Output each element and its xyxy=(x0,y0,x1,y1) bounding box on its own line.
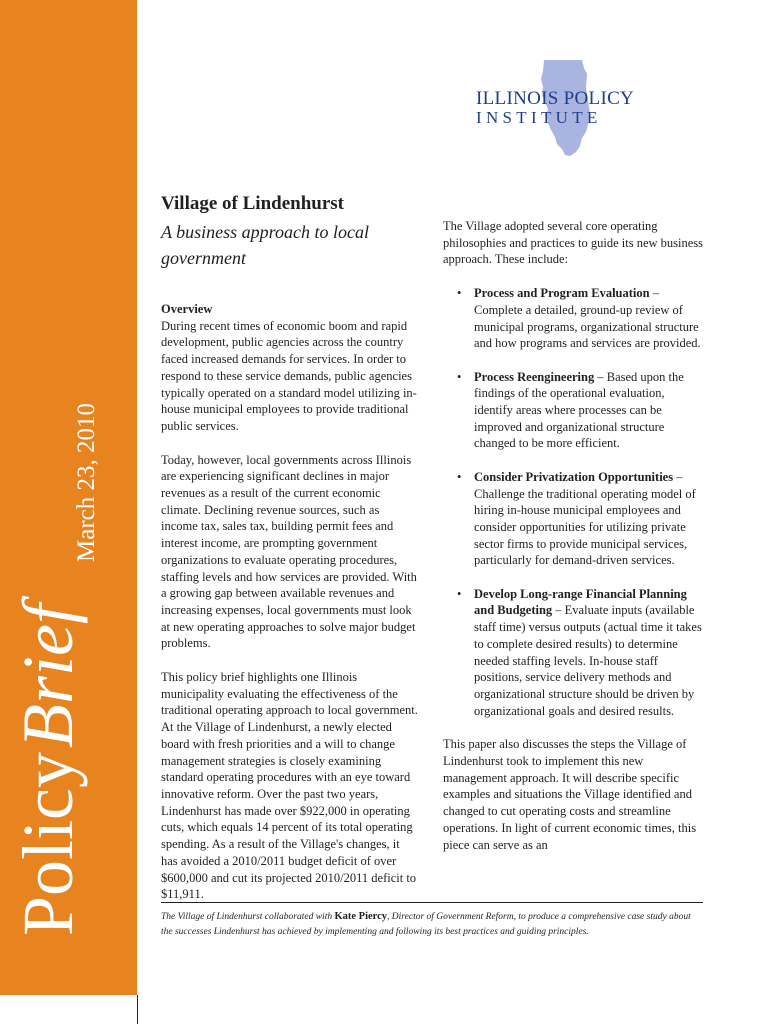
practice-term: Process and Program Evaluation xyxy=(474,286,650,301)
practice-text: Complete a detailed, ground-up review of municipal programs, organizational structure and how programs and services are provided. xyxy=(474,302,701,351)
practice-text: Evaluate inputs (available staff time) versus outputs (actual time it takes to complete desired results) to determine needed staffing levels. In-house staff positions, service delivery methods and organizational structure should be driven by organizational goals and desired results. xyxy=(474,603,702,718)
logo-line-1: ILLINOIS POLICY xyxy=(476,88,635,109)
title-word-brief: Brief xyxy=(8,604,88,748)
right-column xyxy=(443,218,705,870)
overview-paragraph: During recent times of economic boom and rapid development, public agencies across the country faced increased demands for services. In order to respond to these service demands, public agencies typically operated on a standard model utilizing in-house municipal employees to provide traditional public services. xyxy=(161,318,417,433)
overview-paragraph: Today, however, local governments across Illinois are experiencing significant declines in major revenues as a result of the current economic climate. Declining revenue sources, such as income tax, sales tax, building permit fees and interest income, are prompting government organizations to evaluate operating procedures, staffing levels and how services are provided. With a growing gap between available revenues and increasing expenses, local governments must look at new operating approaches to solve major budget problems. xyxy=(161,452,417,651)
closing-paragraph: This paper also discusses the steps the Village of Lindenhurst took to implement this new management approach. It will describe specific examples and situations the Village identified and changed to cut operating costs and streamline operations. In light of current economic times, this piece can serve as an xyxy=(443,737,697,852)
overview-paragraph: This policy brief highlights one Illinois municipality evaluating the effectiveness of the traditional operating approach to local government. At the Village of Lindenhurst, a newly elected board with fresh priorities and a will to change management strategies is closely examining standard operating procedures with an eye toward innovative reform. Over the past two years, Lindenhurst has made over $922,000 in operating cuts, which equals 14 percent of its total operating spending. As a result of the Village's changes, it has avoided a 2010/2011 budget deficit of over $600,000 and cut its projected 2010/2011 deficit to $11,911. xyxy=(161,670,418,902)
bullet-icon: • xyxy=(457,469,462,484)
document-subtitle: A business approach to local government xyxy=(161,222,369,268)
practice-item: • Consider Privatization Opportunities – Challenge the traditional operating model of hiring in-house municipal employees and consider opportunities for utilizing private sector firms to provide municipal services, particularly for demand-driven services. xyxy=(457,469,696,568)
practice-term: Process Reengineering xyxy=(474,369,595,384)
footer-divider xyxy=(161,902,703,903)
practice-term: Consider Privatization Opportunities xyxy=(474,469,674,484)
practice-text: Based upon the findings of the operational evaluation, identify areas where processes can be improved and organizational structure changed to be more efficient. xyxy=(474,369,684,451)
practice-text: Challenge the traditional operating model of hiring in-house municipal employees and consider opportunities for utilizing private sector firms to provide municipal services, particularly for demand-driven services. xyxy=(474,486,696,568)
practices-intro: The Village adopted several core operating philosophies and practices to guide its new business approach. These include: xyxy=(443,219,704,267)
left-column xyxy=(161,301,419,920)
overview-heading: Overview xyxy=(161,302,213,316)
bullet-icon: • xyxy=(457,286,462,301)
footer-text-before: The Village of Lindenhurst collaborated with xyxy=(161,912,335,922)
bullet-icon: • xyxy=(457,369,462,384)
logo-line-2: INSTITUTE xyxy=(476,108,602,127)
author-name: Kate Piercy xyxy=(334,911,388,922)
policy-brief-title xyxy=(8,604,88,936)
practice-item: • Develop Long-range Financial Planning and Budgeting – Evaluate inputs (available staff time) versus outputs (actual time it takes to complete desired results) to determine needed staffing levels. In-house staff positions, service delivery methods and organizational structure should be driven by organizational goals and desired results. xyxy=(457,586,702,718)
collaboration-note xyxy=(161,909,701,940)
document-title: Village of Lindenhurst xyxy=(161,193,344,214)
practice-item: • Process Reengineering – Based upon the findings of the operational evaluation, identify areas where processes can be improved and organizational structure changed to be more efficient. xyxy=(457,369,684,451)
practices-list xyxy=(443,285,705,719)
footer-text-after: , Director of Government Reform, to produce a comprehensive case study about the successes Lindenhurst has achieved by implementing and following its best practices and guiding principles. xyxy=(161,912,691,937)
sidebar-band xyxy=(0,0,137,995)
practice-term: Develop Long-range Financial Planning and Budgeting xyxy=(474,586,687,618)
publication-date: March 23, 2010 xyxy=(73,403,100,562)
sidebar-divider xyxy=(137,995,138,1024)
title-word-policy: Policy xyxy=(8,751,88,936)
bullet-icon: • xyxy=(457,586,462,601)
practice-item: • Process and Program Evaluation – Complete a detailed, ground-up review of municipal programs, organizational structure and how programs and services are provided. xyxy=(457,286,701,351)
institute-logo xyxy=(470,58,650,158)
